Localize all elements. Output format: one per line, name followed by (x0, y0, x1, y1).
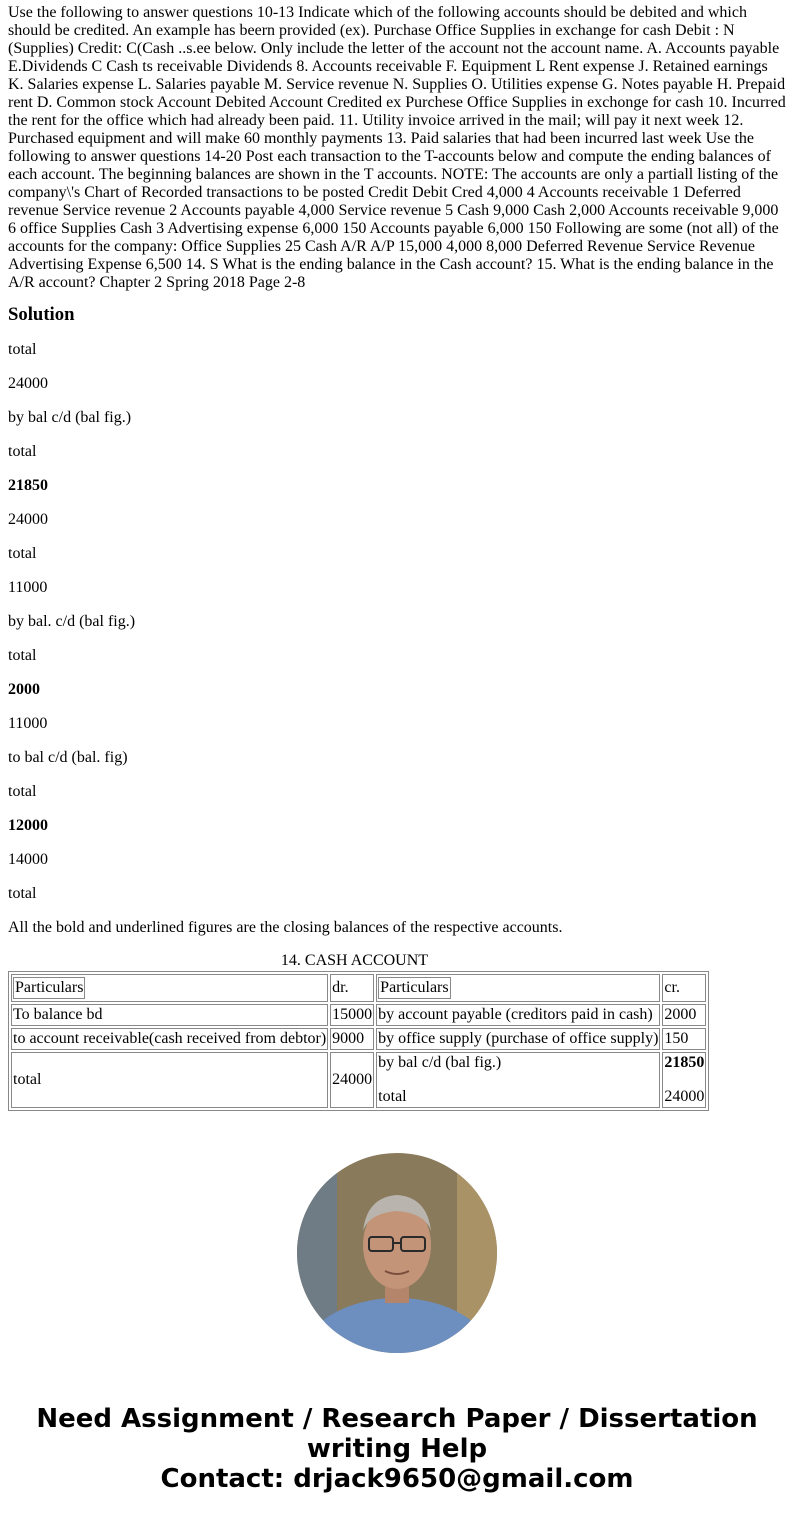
table-header-row (11, 974, 706, 1002)
cr-header: cr. (662, 974, 706, 1002)
dr-header: dr. (330, 974, 374, 1002)
solution-line: total (8, 443, 37, 460)
solution-line: 24000 (8, 511, 48, 528)
row-dr: 9000 (330, 1028, 374, 1050)
solution-line: 24000 (8, 375, 48, 392)
solution-line: total (8, 783, 37, 800)
solution-line: 14000 (8, 851, 48, 868)
cash-account-table (8, 971, 709, 1111)
solution-line: total (8, 885, 37, 902)
question-text: Use the following to answer questions 10-13 Indicate which of the following accounts should be debited and which should be credited. An example has beern provided (ex). Purchase Office Supplies in exchange for cash Debit : N (Supplies) Credit: C(Cash ..s.ee below. Only include the letter of the account not the account name. A. Accounts payable E.Dividends C Cash ts receivable Dividends 8. Accounts receivable F. Equipment L Rent expense J. Retained earnings K. Salaries expense L. Salaries payable M. Service revenue N. Supplies O. Utilities expense G. Notes payable H. Prepaid rent D. Common stock Account Debited Account Credited ex Purchese Office Supplies in exchonge for cash 10. Incurred the rent for the office which had already been paid. 11. Utility invoice arrived in the mail; will pay it next week 12. Purchased equipment and will make 60 monthly payments 13. Paid salaries that had been incurred last week Use the following to answer questions 14-20 Post each transaction to the T-accounts below and compute the ending balances of each account. The beginning balances are shown in the T accounts. NOTE: The accounts are only a partiall listing of the company\'s Chart of Recorded transactions to be posted Credit Debit Cred 4,000 4 Accounts receivable 1 Deferred revenue Service revenue 2 Accounts payable 4,000 Service revenue 5 Cash 9,000 Cash 2,000 Accounts receivable 9,000 6 office Supplies Cash 3 Advertising expense 6,000 150 Accounts payable 6,000 150 Following are some (not all) of the accounts for the company: Office Supplies 25 Cash A/R A/P 15,000 4,000 8,000 Deferred Revenue Service Revenue Advertising Expense 6,500 14. S What is the ending balance in the Cash account? 15. What is the ending balance in the A/R account? Chapter 2 Spring 2018 Page 2-8 (8, 4, 786, 291)
solution-line: by bal. c/d (bal fig.) (8, 613, 136, 630)
solution-line: total (8, 341, 37, 358)
row-particulars-right: by office supply (purchase of office supply) (376, 1028, 660, 1050)
table-row (11, 1004, 706, 1026)
row-cr: 150 (662, 1028, 706, 1050)
closing-balance: 21850 (8, 477, 48, 494)
total-dr: 24000 (330, 1052, 374, 1108)
solution-line: total (8, 647, 37, 664)
closing-balance-note: All the bold and underlined figures are the closing balances of the respective accounts. (8, 919, 563, 936)
particulars-right-header: Particulars (378, 977, 450, 999)
row-particulars-left: To balance bd (11, 1004, 328, 1026)
particulars-left-header-cell (11, 974, 328, 1002)
row-particulars-right: by account payable (creditors paid in cash) (376, 1004, 660, 1026)
solution-line: total (8, 545, 37, 562)
avatar-portrait-icon (297, 1153, 497, 1353)
total-label: total (378, 1088, 407, 1105)
solution-lines (8, 341, 786, 903)
solution-line: by bal c/d (bal fig.) (8, 409, 132, 426)
promo-line-2: writing Help (306, 1434, 488, 1464)
total-cr (662, 1052, 706, 1108)
closing-balance: 2000 (8, 681, 40, 698)
table-row (11, 1028, 706, 1050)
row-particulars-left: to account receivable(cash received from debtor) (11, 1028, 328, 1050)
closing-balance: 12000 (8, 817, 48, 834)
solution-heading: Solution (8, 304, 75, 325)
balance-cd-label: by bal c/d (bal fig.) (378, 1054, 502, 1071)
solution-line: 11000 (8, 715, 48, 732)
promo-line-1: Need Assignment / Research Paper / Dissertation (36, 1404, 758, 1434)
total-particulars-right (376, 1052, 660, 1108)
solution-line: 11000 (8, 579, 48, 596)
total-left: total (11, 1052, 328, 1108)
total-cr-value: 24000 (664, 1088, 705, 1105)
table-total-row (11, 1052, 706, 1108)
row-dr: 15000 (330, 1004, 374, 1026)
promo-contact: Contact: drjack9650@gmail.com (160, 1464, 634, 1494)
particulars-left-header: Particulars (13, 977, 85, 999)
promo-banner (0, 1404, 794, 1494)
cash-account-caption: 14. CASH ACCOUNT (280, 952, 429, 969)
author-avatar (297, 1153, 497, 1353)
particulars-right-header-cell (376, 974, 660, 1002)
closing-balance-cash: 21850 (664, 1054, 705, 1071)
solution-line: to bal c/d (bal. fig) (8, 749, 128, 766)
row-cr: 2000 (662, 1004, 706, 1026)
cash-account (8, 952, 705, 1111)
